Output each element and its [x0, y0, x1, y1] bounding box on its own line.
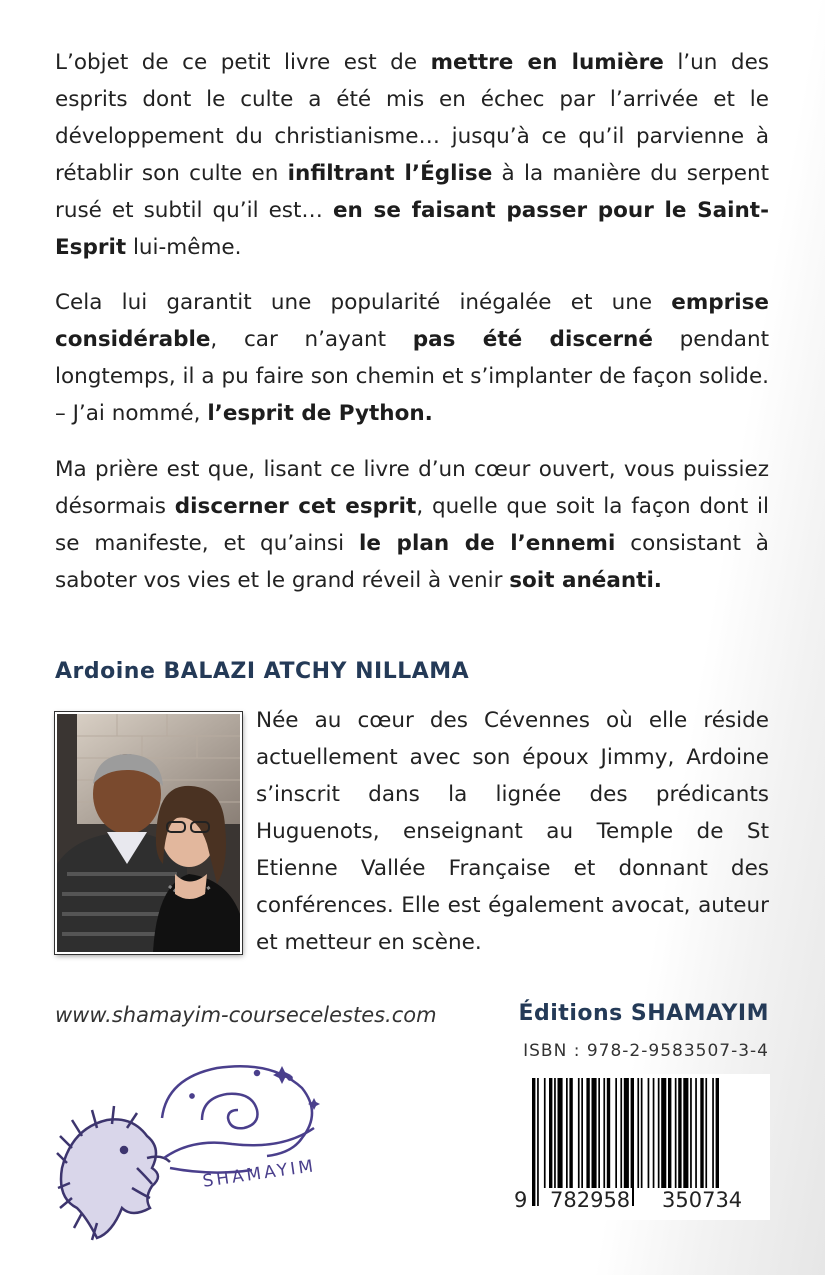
barcode-digits-right: 350734: [662, 1188, 743, 1212]
website-link[interactable]: www.shamayim-coursecelestes.com: [55, 1003, 437, 1027]
barcode-digits: [510, 1188, 770, 1218]
paragraph-1: [55, 44, 769, 266]
barcode-bar: [668, 1078, 671, 1188]
barcode-bar: [648, 1078, 650, 1188]
barcode-bar: [690, 1078, 692, 1188]
lion-head-icon: [57, 1106, 170, 1240]
barcode-bar: [712, 1078, 714, 1188]
barcode-bar: [549, 1078, 552, 1188]
barcode-bar: [532, 1078, 535, 1206]
body-text: L’objet de ce petit livre est de: [55, 50, 431, 75]
paragraph-2: [55, 284, 769, 432]
barcode-bar: [558, 1078, 563, 1188]
barcode-bar: [700, 1078, 703, 1188]
barcode-bar: [537, 1078, 539, 1206]
author-bio: Née au cœur des Cévennes où elle réside actuellement avec son époux Jimmy, Ardoine s’inscrit dans la lignée des prédicants Huguenots, enseignant au Temple de St Etienne Vallée Française et donnant des conférences. Elle est également avocat, auteur et metteur en scène.: [256, 708, 769, 955]
author-photo: [55, 712, 242, 954]
barcode-bar: [641, 1078, 643, 1188]
body-text: Cela lui garantit une popularité inégalée et une: [55, 290, 672, 315]
body-text: consistant à saboter vos vies et le grand réveil à venir: [55, 531, 769, 593]
paragraph-3: [55, 451, 769, 599]
barcode-bar: [566, 1078, 568, 1188]
logo-text: SHAMAYIM: [201, 1156, 318, 1192]
body-text: , quelle que soit la façon dont il se manifeste, et qu’ainsi: [55, 494, 769, 556]
barcode-bar: [631, 1078, 634, 1206]
emphasis-text: en se faisant passer pour le Saint-Esprit: [55, 198, 769, 260]
barcode-bar: [620, 1078, 622, 1188]
body-text: pendant longtemps, il a pu faire son chemin et s’implanter de façon solide. – J’ai nommé,: [55, 327, 770, 426]
barcode-bar: [569, 1078, 572, 1188]
body-text: à la manière du serpent rusé et subtil qu’il est…: [55, 161, 770, 223]
barcode-bar: [678, 1078, 681, 1188]
spiral-cloud-icon: [162, 1066, 320, 1173]
body-text: , car n’ayant: [210, 327, 413, 352]
barcode-bar: [586, 1078, 589, 1188]
emphasis-text: emprise considérable: [55, 290, 769, 352]
barcode-bar: [683, 1078, 688, 1188]
shamayim-logo: [52, 1058, 327, 1243]
barcode-bar: [578, 1078, 580, 1188]
emphasis-text: pas été discerné: [412, 327, 653, 352]
couple-photo-image: [57, 714, 240, 952]
barcode-bar: [624, 1078, 629, 1206]
barcode-bar: [598, 1078, 600, 1188]
emphasis-text: l’esprit de Python.: [207, 401, 433, 426]
barcode-bar: [603, 1078, 605, 1188]
barcode-bar: [607, 1078, 610, 1188]
barcode-digit-first: 9: [514, 1188, 528, 1212]
body-text: l’un des esprits dont le culte a été mis en échec par l’arrivée et le développement du christianisme… jusqu’à ce qu’il parvienne à rétablir son culte en: [55, 50, 769, 186]
barcode-bar: [653, 1078, 655, 1188]
barcode-bar: [658, 1078, 660, 1188]
author-name: Ardoine BALAZI ATCHY NILLAMA: [55, 659, 470, 684]
isbn-number: ISBN : 978-2-9583507-3-4: [523, 1041, 769, 1061]
emphasis-text: mettre en lumière: [430, 50, 664, 75]
barcode-bar: [695, 1078, 697, 1188]
barcode-digits-left: 782958: [550, 1188, 631, 1212]
barcode-bar: [615, 1078, 617, 1188]
emphasis-text: discerner cet esprit: [174, 494, 417, 519]
barcode-bar: [705, 1078, 707, 1188]
barcode-bar: [716, 1078, 719, 1206]
barcode-bar: [581, 1078, 583, 1188]
body-text: lui-même.: [126, 235, 242, 260]
barcode-bar: [675, 1078, 677, 1188]
barcode-bar: [554, 1078, 556, 1188]
emphasis-text: infiltrant l’Église: [287, 161, 493, 186]
emphasis-text: le plan de l’ennemi: [359, 531, 616, 556]
emphasis-text: soit anéanti.: [509, 568, 662, 593]
body-text: Ma prière est que, lisant ce livre d’un cœur ouvert, vous puissiez désormais: [55, 457, 769, 519]
barcode-bar: [592, 1078, 597, 1188]
barcode-bar: [544, 1078, 546, 1188]
barcode-bar: [637, 1078, 639, 1188]
publisher-name: Éditions SHAMAYIM: [518, 1001, 769, 1026]
barcode-bar: [661, 1078, 666, 1188]
